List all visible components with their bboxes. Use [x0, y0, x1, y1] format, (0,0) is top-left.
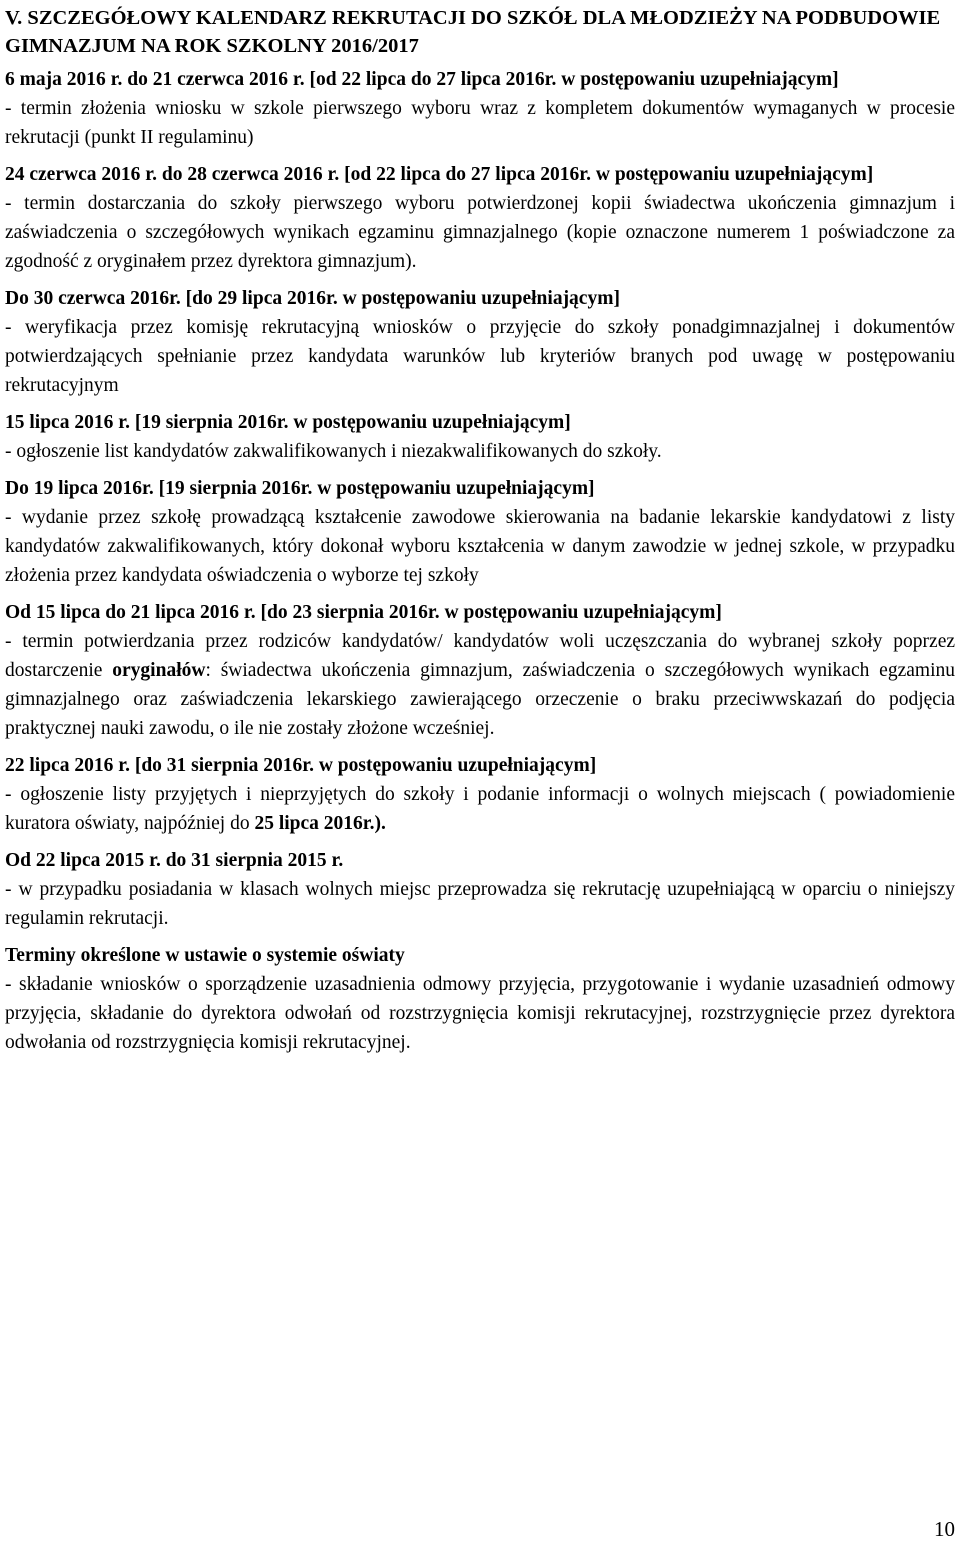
entry-description: - termin dostarczania do szkoły pierwszego wyboru potwierdzonej kopii świadectwa ukończenia gimnazjum i zaświadczenia o szczegółowych wynikach egzaminu gimnazjalnego (kopie oznaczone numerem 1 poświadczone za zgodność z oryginałem przez dyrektora gimnazjum).: [5, 193, 955, 272]
entry-description-emphasis: oryginałów: [112, 660, 206, 681]
entry-description-emphasis: 25 lipca 2016r.).: [254, 813, 386, 834]
entry-description: - w przypadku posiadania w klasach wolnych miejsc przeprowadza się rekrutację uzupełniającą w oparciu o niniejszy regulamin rekrutacji.: [5, 879, 955, 929]
calendar-entry-1: [5, 65, 955, 152]
entry-date-heading: 24 czerwca 2016 r. do 28 czerwca 2016 r. [od 22 lipca do 27 lipca 2016r. w postępowaniu uzupełniającym]: [5, 164, 874, 185]
page-number: 10: [934, 1517, 955, 1541]
entry-description-text: - termin potwierdzania przez rodziców kandydatów/ kandydatów woli uczęszczania do wybranej szkoły poprzez dostarczenie: [5, 631, 955, 681]
entry-description-text: : świadectwa ukończenia gimnazjum, zaświadczenia o szczegółowych wynikach egzaminu gimnazjalnego oraz zaświadczenia lekarskiego zawierającego orzeczenie o braku przeciwwskazań do podjęcia praktycznej nauki zawodu, o ile nie zostały złożone wcześniej.: [5, 660, 955, 739]
entry-date-heading: 6 maja 2016 r. do 21 czerwca 2016 r. [od 22 lipca do 27 lipca 2016r. w postępowaniu uzupełniającym]: [5, 69, 839, 90]
entry-date-heading: 22 lipca 2016 r. [do 31 sierpnia 2016r. w postępowaniu uzupełniającym]: [5, 755, 597, 776]
calendar-entry-2: [5, 160, 955, 276]
entry-description: - termin złożenia wniosku w szkole pierwszego wyboru wraz z kompletem dokumentów wymaganych w procesie rekrutacji (punkt II regulaminu): [5, 98, 955, 148]
page-title: V. SZCZEGÓŁOWY KALENDARZ REKRUTACJI DO SZKÓŁ DLA MŁODZIEŻY NA PODBUDOWIE GIMNAZJUM NA ROK SZKOLNY 2016/2017: [5, 7, 941, 57]
calendar-entry-5: [5, 474, 955, 590]
entry-date-heading: 15 lipca 2016 r. [19 sierpnia 2016r. w postępowaniu uzupełniającym]: [5, 412, 571, 433]
calendar-entry-6: [5, 598, 955, 743]
entry-date-heading: Do 19 lipca 2016r. [19 sierpnia 2016r. w postępowaniu uzupełniającym]: [5, 478, 595, 499]
entry-date-heading: Do 30 czerwca 2016r. [do 29 lipca 2016r. w postępowaniu uzupełniającym]: [5, 288, 620, 309]
entry-date-heading: Od 15 lipca do 21 lipca 2016 r. [do 23 sierpnia 2016r. w postępowaniu uzupełniającym]: [5, 602, 722, 623]
calendar-entry-7: [5, 751, 955, 838]
entry-description: - weryfikacja przez komisję rekrutacyjną wniosków o przyjęcie do szkoły ponadgimnazjalnej i dokumentów potwierdzających spełnianie przez kandydata warunków lub kryteriów branych pod uwagę w postępowaniu rekrutacyjnym: [5, 317, 955, 396]
entry-date-heading: Terminy określone w ustawie o systemie oświaty: [5, 945, 405, 966]
entry-description: [5, 780, 955, 838]
entry-description: - ogłoszenie list kandydatów zakwalifikowanych i niezakwalifikowanych do szkoły.: [5, 441, 662, 462]
entry-description: [5, 627, 955, 743]
document-page: [5, 4, 955, 1065]
calendar-entry-9: [5, 941, 955, 1057]
entry-description: - wydanie przez szkołę prowadzącą kształcenie zawodowe skierowania na badanie lekarskie kandydatowi z listy kandydatów zakwalifikowanych, który dokonał wyboru kształcenia w danym zawodzie w jednej szkole, w przypadku złożenia przez kandydata oświadczenia o wyborze tej szkoły: [5, 507, 955, 586]
calendar-entry-3: [5, 284, 955, 400]
entry-description: - składanie wniosków o sporządzenie uzasadnienia odmowy przyjęcia, przygotowanie i wydanie uzasadnień odmowy przyjęcia, składanie do dyrektora odwołań od rozstrzygnięcia komisji rekrutacyjnej, rozstrzygnięcie przez dyrektora odwołania od rozstrzygnięcia komisji rekrutacyjnej.: [5, 974, 955, 1053]
entry-description-text: - ogłoszenie listy przyjętych i nieprzyjętych do szkoły i podanie informacji o wolnych miejscach ( powiadomienie kuratora oświaty, najpóźniej do: [5, 784, 955, 834]
calendar-entry-4: [5, 408, 955, 466]
entry-date-heading: Od 22 lipca 2015 r. do 31 sierpnia 2015 r.: [5, 850, 344, 871]
calendar-entry-8: [5, 846, 955, 933]
